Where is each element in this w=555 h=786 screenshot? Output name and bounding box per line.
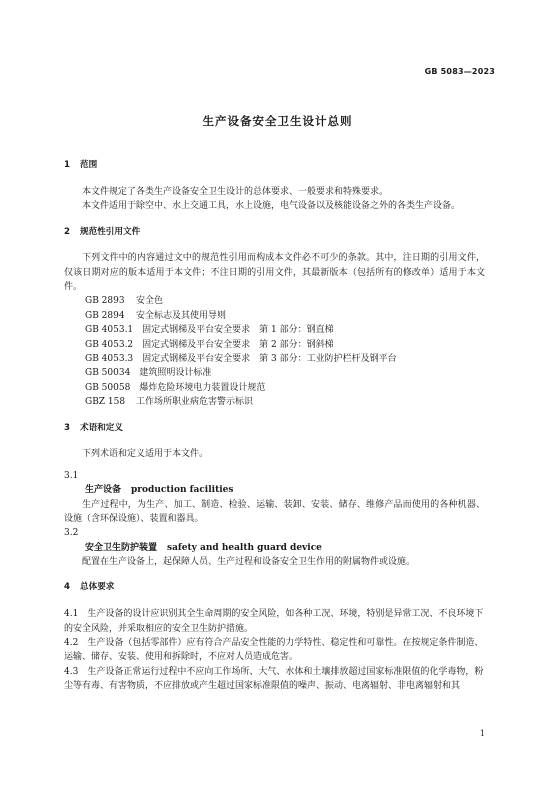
reference-item xyxy=(64,338,485,352)
reference-code: GB 50034 xyxy=(85,368,131,379)
reference-item xyxy=(64,294,485,308)
term-definition: 配置在生产设备上，起保障人员、生产过程和设备安全卫生作用的附属物件或设施。 xyxy=(82,557,416,568)
clause-text: 生产设备（包括零部件）应有符合产品安全性能的力学特性、稳定性和可靠性。在按规定条件制造、运输、储存、安装、使用和拆除时，不应对人员造成危害。 xyxy=(64,637,484,663)
reference-code: GB 4053.2 xyxy=(85,339,134,350)
reference-item xyxy=(64,323,485,337)
term-number: 3.2 xyxy=(64,528,79,539)
clause-item xyxy=(64,636,485,665)
terms-intro: 下列术语和定义适用于本文件。 xyxy=(82,449,209,460)
standard-code: GB 5083—2023 xyxy=(424,67,495,76)
section-number: 2 xyxy=(64,226,70,237)
reference-code: GBZ 158 xyxy=(85,397,126,408)
reference-item xyxy=(64,352,485,366)
clause-item xyxy=(64,607,485,636)
normative-intro: 下列文件中的内容通过文中的规范性引用而构成本文件必不可少的条款。其中，注日期的引用文件，仅该日期对应的版本适用于本文件；不注日期的引用文件，其最新版本（包括所有的修改单）适用于本文件。 xyxy=(64,253,485,293)
reference-title: 爆炸危险环境电力装置设计规范 xyxy=(139,382,266,393)
reference-code: GB 2893 xyxy=(85,296,125,307)
reference-item xyxy=(64,395,485,409)
scope-paragraph-1: 本文件规定了各类生产设备安全卫生设计的总体要求、一般要求和特殊要求。 xyxy=(82,186,389,197)
reference-item xyxy=(64,381,485,395)
clause-number: 4.2 xyxy=(64,637,79,648)
section-heading-terms xyxy=(64,422,485,436)
reference-title: 建筑照明设计标准 xyxy=(139,368,212,379)
reference-title: 安全色 xyxy=(136,296,164,307)
page-number: 1 xyxy=(479,729,485,738)
term-zh: 生产设备 xyxy=(85,485,122,496)
section-title: 术语和定义 xyxy=(80,422,123,433)
clause-number: 4.1 xyxy=(64,609,79,620)
section-title: 总体要求 xyxy=(80,582,115,593)
term-zh: 安全卫生防护装置 xyxy=(85,542,158,553)
section-heading-normative xyxy=(64,226,485,240)
clause-text: 生产设备的设计应识别其全生命周期的安全风险，如各种工况、环境，特别是异常工况、不良环境下的安全风险，并采取相应的安全卫生防护措施。 xyxy=(64,609,484,634)
term-definition: 生产过程中，为生产、加工、制造、检验、运输、装卸、安装、储存、维修产品而使用的各种机器、设施（含环保设施）、装置和器具。 xyxy=(64,499,485,524)
section-title: 范围 xyxy=(80,160,98,170)
section-heading-scope xyxy=(64,159,485,173)
reference-code: GB 50058 xyxy=(85,382,131,393)
section-number: 1 xyxy=(64,160,70,170)
reference-title: 固定式钢梯及平台安全要求 第 1 部分：钢直梯 xyxy=(142,325,334,336)
reference-code: GB 4053.1 xyxy=(85,325,134,336)
reference-title: 安全标志及其使用导则 xyxy=(136,310,227,321)
term-number: 3.1 xyxy=(64,470,79,481)
reference-title: 固定式钢梯及平台安全要求 第 2 部分：钢斜梯 xyxy=(142,339,334,350)
section-number: 4 xyxy=(64,582,70,593)
term-en: production facilities xyxy=(131,485,234,496)
clause-number: 4.3 xyxy=(64,666,79,677)
section-heading-general xyxy=(64,581,485,595)
term-en: safety and health guard device xyxy=(167,542,322,553)
section-title: 规范性引用文件 xyxy=(80,226,141,237)
reference-code: GB 4053.3 xyxy=(85,354,134,365)
reference-item xyxy=(64,366,485,380)
section-number: 3 xyxy=(64,422,70,433)
reference-code: GB 2894 xyxy=(85,310,125,321)
term-entry xyxy=(64,541,485,555)
reference-title: 工作场所职业病危害警示标识 xyxy=(136,397,254,408)
document-body xyxy=(64,159,485,694)
term-entry xyxy=(64,483,485,497)
document-title: 生产设备安全卫生设计总则 xyxy=(202,114,353,128)
scope-paragraph-2: 本文件适用于除空中、水上交通工具，水上设施，电气设备以及核能设备之外的各类生产设备。 xyxy=(82,201,461,212)
reference-title: 固定式钢梯及平台安全要求 第 3 部分：工业防护栏杆及钢平台 xyxy=(142,354,397,365)
clause-text: 生产设备正常运行过程中不应向工作场所、大气、水体和土壤排放超过国家标准限值的化学毒物，粉尘等有毒、有害物质，不应排放或产生超过国家标准限值的噪声、振动、电离辐射、非电离辐射和其 xyxy=(64,666,484,692)
reference-item xyxy=(64,309,485,323)
clause-item xyxy=(64,665,485,694)
